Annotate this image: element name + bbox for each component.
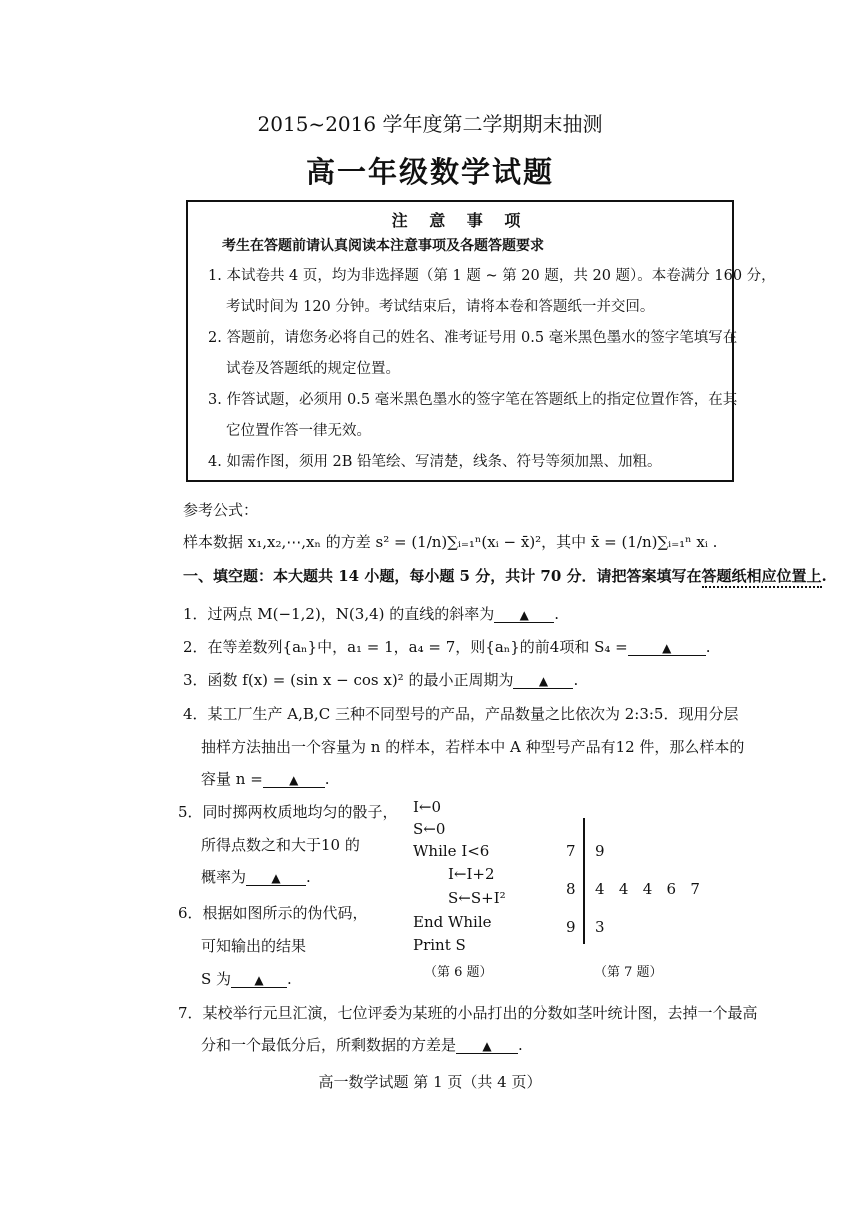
question-text: 容量 n =: [201, 770, 263, 788]
answer-blank[interactable]: ▲: [263, 773, 325, 788]
section-heading-emphasis: 答题纸相应位置上: [702, 567, 822, 588]
question-6-line-3: [201, 968, 292, 989]
question-text: S 为: [201, 970, 232, 988]
answer-blank[interactable]: ▲: [513, 674, 573, 689]
exam-title: 高一年级数学试题: [305, 155, 554, 189]
question-text: 3．函数 f(x) = (sin x − cos x)² 的最小正周期为: [183, 671, 514, 689]
question-7-line-2: [201, 1034, 523, 1055]
section-heading-main: 一、填空题：本大题共 14 小题，每小题 5 分，共计 70 分．请把答案填写在: [183, 567, 702, 585]
notice-line: 它位置作答一律无效。: [226, 423, 371, 439]
answer-blank[interactable]: ▲: [628, 641, 706, 656]
question-text: 概率为: [201, 868, 247, 886]
reference-label: 参考公式：: [183, 501, 259, 519]
notice-intro: 考生在答题前请认真阅读本注意事项及各题答题要求: [222, 238, 544, 254]
leaf-values: 9: [595, 842, 605, 860]
notice-title: 注 意 事 项: [391, 211, 529, 230]
question-text: 2．在等差数列{aₙ}中，a₁ = 1，a₄ = 7，则{aₙ}的前4项和 S₄ =: [183, 638, 628, 656]
reference-formula: 样本数据 x₁,x₂,⋯,xₙ 的方差 s² = (1/n)∑ᵢ₌₁ⁿ(xᵢ − x̄)²，其中 x̄ = (1/n)∑ᵢ₌₁ⁿ xᵢ .: [183, 533, 718, 551]
stem-value: 7: [566, 842, 576, 860]
answer-blank[interactable]: ▲: [231, 973, 287, 988]
section-heading-end: .: [821, 567, 827, 585]
question-text: .: [324, 770, 330, 788]
question-2: [183, 636, 711, 657]
notice-line: 2. 答题前，请您务必将自己的姓名、准考证号用 0.5 毫米黑色墨水的签字笔填写在: [208, 330, 738, 346]
pseudocode-line: I←I+2: [448, 865, 495, 883]
question-5-line-3: [201, 866, 311, 887]
stem-divider: [583, 818, 585, 944]
question-4-line-1: 4．某工厂生产 A,B,C 三种不同型号的产品，产品数量之比依次为 2:3:5．现用分层: [183, 705, 739, 723]
leaf-values: 3: [595, 918, 605, 936]
question-text: .: [306, 868, 311, 886]
page-footer: 高一数学试题 第 1 页（共 4 页）: [318, 1073, 542, 1091]
question-text: 1．过两点 M(−1,2)，N(3,4) 的直线的斜率为: [183, 605, 495, 623]
pseudocode-line: S←S+I²: [448, 889, 506, 907]
stem-leaf-caption: （第 7 题）: [594, 965, 663, 980]
question-text: .: [518, 1036, 523, 1054]
notice-line: 3. 作答试题，必须用 0.5 毫米黑色墨水的签字笔在答题纸上的指定位置作答，在其: [208, 392, 738, 408]
pseudocode-caption: （第 6 题）: [424, 965, 493, 980]
leaf-values: 4 4 4 6 7: [595, 880, 700, 898]
notice-line: 4. 如需作图，须用 2B 铅笔绘、写清楚，线条、符号等须加黑、加粗。: [208, 454, 662, 470]
question-text: 分和一个最低分后，所剩数据的方差是: [201, 1036, 457, 1054]
question-text: .: [573, 671, 579, 689]
section-heading: [183, 565, 827, 586]
pseudocode-line: I←0: [413, 798, 442, 816]
notice-line: 1. 本试卷共 4 页，均为非选择题（第 1 题 ~ 第 20 题，共 20 题）。本卷满分 160 分，: [208, 268, 776, 284]
pseudocode-line: End While: [413, 913, 492, 931]
question-text: .: [705, 638, 711, 656]
question-6-line-1: 6．根据如图所示的伪代码，: [178, 904, 368, 922]
question-5-line-1: 5．同时掷两枚质地均匀的骰子，: [178, 803, 398, 821]
question-7-line-1: 7．某校举行元旦汇演，七位评委为某班的小品打出的分数如茎叶统计图，去掉一个最高: [178, 1004, 758, 1022]
pseudocode-line: While I<6: [413, 842, 490, 860]
stem-value: 9: [566, 918, 576, 936]
question-5-line-2: 所得点数之和大于10 的: [201, 836, 360, 854]
question-4-line-2: 抽样方法抽出一个容量为 n 的样本，若样本中 A 种型号产品有12 件，那么样本的: [201, 738, 745, 756]
exam-subtitle: 2015~2016 学年度第二学期期末抽测: [257, 112, 603, 136]
stem-value: 8: [566, 880, 576, 898]
question-text: .: [287, 970, 292, 988]
question-3: [183, 669, 578, 690]
question-1: [183, 603, 559, 624]
answer-blank[interactable]: ▲: [246, 871, 306, 886]
pseudocode-line: S←0: [413, 820, 446, 838]
answer-blank[interactable]: ▲: [494, 608, 554, 623]
question-6-line-2: 可知输出的结果: [201, 937, 307, 955]
answer-blank[interactable]: ▲: [456, 1039, 518, 1054]
question-4-line-3: [201, 768, 330, 789]
notice-line: 试卷及答题纸的规定位置。: [226, 361, 400, 377]
notice-box: [186, 200, 776, 482]
notice-line: 考试时间为 120 分钟。考试结束后，请将本卷和答题纸一并交回。: [226, 299, 655, 315]
pseudocode-line: Print S: [413, 936, 466, 954]
question-text: .: [554, 605, 560, 623]
